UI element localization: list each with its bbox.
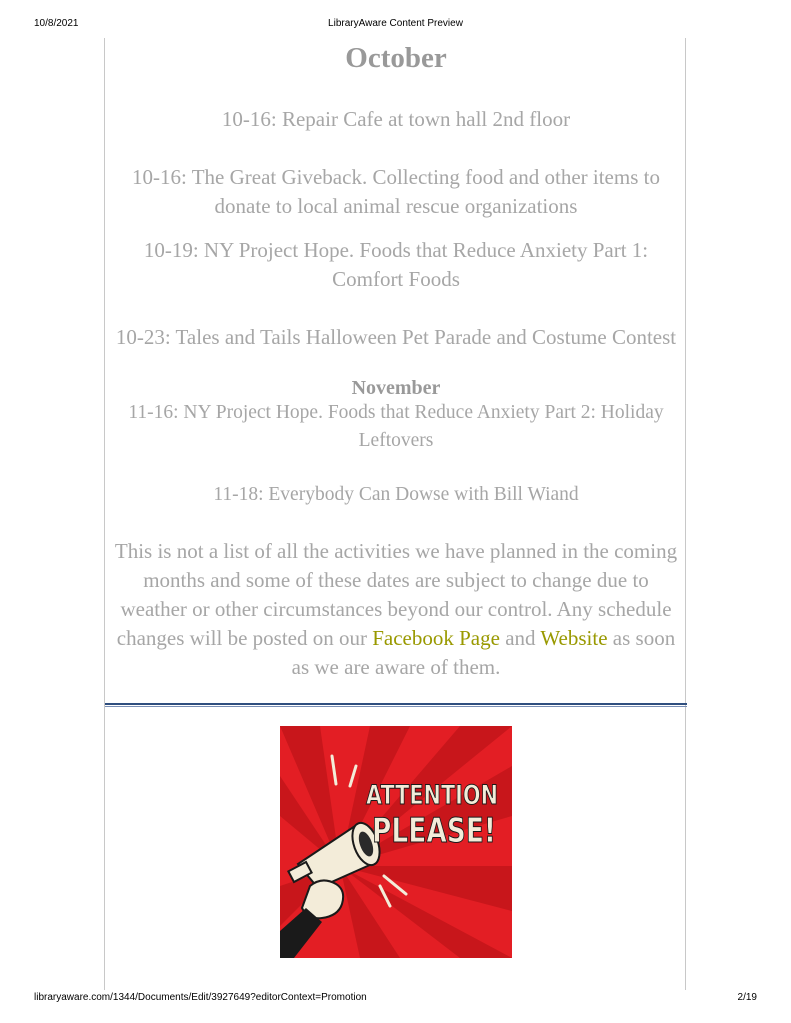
november-heading: November bbox=[351, 377, 441, 399]
print-page-number: 2/19 bbox=[737, 992, 757, 1003]
october-heading: October bbox=[345, 42, 447, 74]
poster-line2: PLEASE! bbox=[372, 811, 496, 851]
event-project-hope-part1: 10-19: NY Project Hope. Foods that Reduce Anxiety Part 1: Comfort Foods bbox=[143, 238, 649, 291]
section-divider bbox=[105, 703, 687, 707]
event-project-hope-part2: 11-16: NY Project Hope. Foods that Reduce Anxiety Part 2: Holiday Leftovers bbox=[128, 402, 664, 451]
attention-please-image bbox=[280, 726, 512, 958]
newsletter-content bbox=[104, 38, 686, 990]
event-pet-parade: 10-23: Tales and Tails Halloween Pet Parade and Costume Contest bbox=[115, 325, 677, 349]
notice-text-middle: and bbox=[499, 626, 541, 650]
website-link[interactable]: Website bbox=[540, 626, 608, 650]
print-header bbox=[0, 18, 791, 34]
schedule-notice bbox=[109, 537, 683, 682]
print-footer bbox=[0, 992, 791, 1008]
poster-line1: ATTENTION bbox=[366, 780, 498, 811]
print-title: LibraryAware Content Preview bbox=[328, 18, 463, 29]
notice-text-before: This is not a list of all the activities we have planned in the coming months and some of these dates are subject to change due to weather or other circumstances beyond our control. Any schedule changes will be posted on our bbox=[114, 539, 678, 650]
notice-text-after: as soon as we are aware of them. bbox=[291, 626, 676, 679]
print-url: libraryaware.com/1344/Documents/Edit/3927649?editorContext=Promotion bbox=[34, 992, 367, 1003]
event-dowse: 11-18: Everybody Can Dowse with Bill Wiand bbox=[213, 484, 579, 505]
print-date: 10/8/2021 bbox=[34, 18, 79, 29]
event-repair-cafe: 10-16: Repair Cafe at town hall 2nd floor bbox=[221, 107, 571, 131]
event-great-giveback: 10-16: The Great Giveback. Collecting food and other items to donate to local animal rescue organizations bbox=[132, 165, 660, 218]
facebook-page-link[interactable]: Facebook Page bbox=[372, 626, 500, 650]
